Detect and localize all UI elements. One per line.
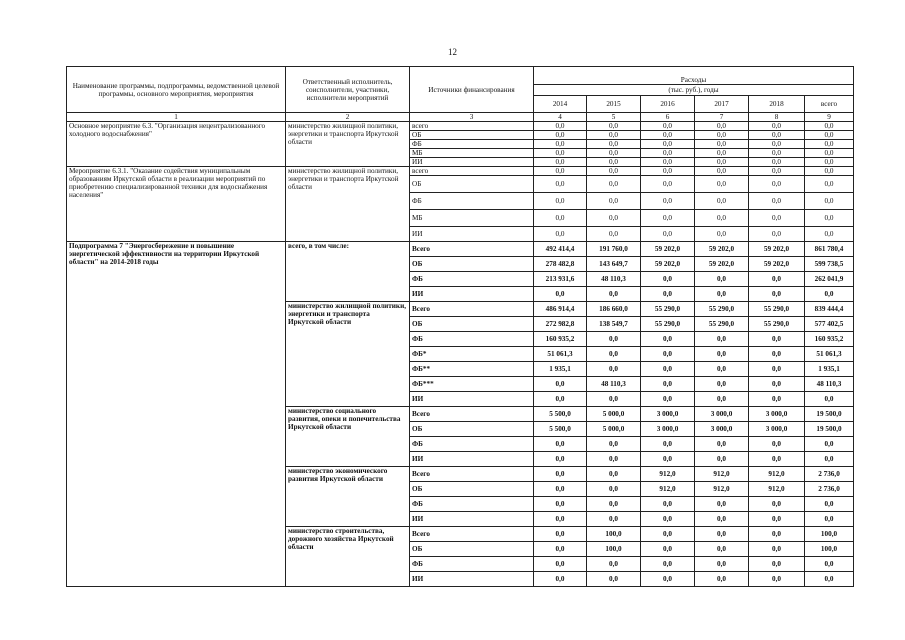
year-value-cell: 0,0 bbox=[749, 193, 805, 210]
year-value-cell: 0,0 bbox=[534, 482, 587, 497]
year-value-cell: 0,0 bbox=[587, 347, 641, 362]
funding-source-cell: Всего bbox=[410, 467, 534, 482]
year-value-cell: 0,0 bbox=[641, 287, 695, 302]
year-value-cell: 0,0 bbox=[534, 193, 587, 210]
year-value-cell: 3 000,0 bbox=[641, 407, 695, 422]
year-value-cell: 0,0 bbox=[695, 497, 749, 512]
year-value-cell: 0,0 bbox=[749, 287, 805, 302]
funding-source-cell: ФБ bbox=[410, 193, 534, 210]
year-value-cell: 160 935,2 bbox=[534, 332, 587, 347]
year-value-cell: 186 660,0 bbox=[587, 302, 641, 317]
year-value-cell: 59 202,0 bbox=[749, 242, 805, 257]
funding-source-cell: ФБ*** bbox=[410, 377, 534, 392]
page-number: 12 bbox=[448, 47, 457, 57]
year-value-cell: 0,0 bbox=[749, 149, 805, 158]
year-value-cell: 272 982,8 bbox=[534, 317, 587, 332]
year-value-cell: 0,0 bbox=[587, 122, 641, 131]
column-number: 4 bbox=[534, 113, 587, 122]
table-row bbox=[67, 122, 854, 131]
funding-source-cell: ОБ bbox=[410, 422, 534, 437]
year-value-cell: 492 414,4 bbox=[534, 242, 587, 257]
total-value-cell: 0,0 bbox=[805, 140, 854, 149]
year-value-cell: 143 649,7 bbox=[587, 257, 641, 272]
year-value-cell: 0,0 bbox=[749, 332, 805, 347]
year-value-cell: 0,0 bbox=[587, 392, 641, 407]
header-year-total: всего bbox=[805, 96, 854, 113]
year-value-cell: 0,0 bbox=[587, 287, 641, 302]
total-value-cell: 0,0 bbox=[805, 452, 854, 467]
year-value-cell: 0,0 bbox=[587, 227, 641, 242]
total-value-cell: 48 110,3 bbox=[805, 377, 854, 392]
year-value-cell: 0,0 bbox=[695, 542, 749, 557]
year-value-cell: 5 000,0 bbox=[587, 407, 641, 422]
total-value-cell: 1 935,1 bbox=[805, 362, 854, 377]
executor-cell: министерство строительства, дорожного хозяйства Иркутской области bbox=[286, 527, 410, 587]
total-value-cell: 0,0 bbox=[805, 167, 854, 176]
year-value-cell: 0,0 bbox=[749, 512, 805, 527]
year-value-cell: 0,0 bbox=[641, 158, 695, 167]
year-value-cell: 0,0 bbox=[641, 149, 695, 158]
year-value-cell: 0,0 bbox=[587, 158, 641, 167]
header-year: 2014 bbox=[534, 96, 587, 113]
total-value-cell: 19 500,0 bbox=[805, 422, 854, 437]
total-value-cell: 0,0 bbox=[805, 497, 854, 512]
column-number: 9 bbox=[805, 113, 854, 122]
total-value-cell: 262 041,9 bbox=[805, 272, 854, 287]
year-value-cell: 3 000,0 bbox=[641, 422, 695, 437]
total-value-cell: 2 736,0 bbox=[805, 482, 854, 497]
column-number: 8 bbox=[749, 113, 805, 122]
year-value-cell: 0,0 bbox=[641, 527, 695, 542]
total-value-cell: 0,0 bbox=[805, 193, 854, 210]
total-value-cell: 861 780,4 bbox=[805, 242, 854, 257]
total-value-cell: 0,0 bbox=[805, 287, 854, 302]
year-value-cell: 0,0 bbox=[695, 210, 749, 227]
year-value-cell: 0,0 bbox=[695, 512, 749, 527]
funding-source-cell: Всего bbox=[410, 527, 534, 542]
year-value-cell: 0,0 bbox=[749, 131, 805, 140]
funding-source-cell: ФБ* bbox=[410, 347, 534, 362]
year-value-cell: 0,0 bbox=[695, 437, 749, 452]
year-value-cell: 0,0 bbox=[695, 452, 749, 467]
year-value-cell: 0,0 bbox=[534, 377, 587, 392]
year-value-cell: 0,0 bbox=[534, 392, 587, 407]
funding-source-cell: ФБ bbox=[410, 332, 534, 347]
total-value-cell: 0,0 bbox=[805, 437, 854, 452]
year-value-cell: 0,0 bbox=[587, 176, 641, 193]
year-value-cell: 0,0 bbox=[749, 437, 805, 452]
header-year: 2016 bbox=[641, 96, 695, 113]
year-value-cell: 55 290,0 bbox=[749, 317, 805, 332]
year-value-cell: 0,0 bbox=[695, 392, 749, 407]
program-name-cell: Мероприятие 6.3.1. "Оказание содействия муниципальным образованиям Иркутской области в реализации мероприятий по приобретению специализированной техники для водоснабжения населения" bbox=[67, 167, 286, 242]
year-value-cell: 0,0 bbox=[749, 377, 805, 392]
year-value-cell: 0,0 bbox=[587, 572, 641, 587]
year-value-cell: 0,0 bbox=[641, 557, 695, 572]
year-value-cell: 0,0 bbox=[749, 362, 805, 377]
funding-source-cell: ОБ bbox=[410, 131, 534, 140]
year-value-cell: 0,0 bbox=[641, 542, 695, 557]
total-value-cell: 51 061,3 bbox=[805, 347, 854, 362]
total-value-cell: 0,0 bbox=[805, 176, 854, 193]
funding-source-cell: всего bbox=[410, 122, 534, 131]
funding-source-cell: ИИ bbox=[410, 512, 534, 527]
column-number: 6 bbox=[641, 113, 695, 122]
year-value-cell: 3 000,0 bbox=[749, 422, 805, 437]
funding-source-cell: ФБ bbox=[410, 437, 534, 452]
year-value-cell: 5 500,0 bbox=[534, 422, 587, 437]
funding-source-cell: МБ bbox=[410, 210, 534, 227]
year-value-cell: 3 000,0 bbox=[695, 422, 749, 437]
total-value-cell: 0,0 bbox=[805, 572, 854, 587]
year-value-cell: 0,0 bbox=[749, 158, 805, 167]
header-year: 2017 bbox=[695, 96, 749, 113]
table-row bbox=[67, 167, 854, 176]
year-value-cell: 0,0 bbox=[641, 512, 695, 527]
year-value-cell: 0,0 bbox=[641, 140, 695, 149]
year-value-cell: 0,0 bbox=[534, 542, 587, 557]
header-funding-source: Источники финансирования bbox=[410, 67, 534, 113]
year-value-cell: 0,0 bbox=[695, 122, 749, 131]
year-value-cell: 0,0 bbox=[534, 227, 587, 242]
year-value-cell: 0,0 bbox=[695, 176, 749, 193]
year-value-cell: 0,0 bbox=[534, 210, 587, 227]
year-value-cell: 0,0 bbox=[695, 193, 749, 210]
funding-source-cell: ФБ bbox=[410, 497, 534, 512]
year-value-cell: 0,0 bbox=[534, 149, 587, 158]
year-value-cell: 0,0 bbox=[749, 542, 805, 557]
year-value-cell: 48 110,3 bbox=[587, 377, 641, 392]
year-value-cell: 0,0 bbox=[534, 512, 587, 527]
year-value-cell: 0,0 bbox=[641, 392, 695, 407]
funding-source-cell: ФБ** bbox=[410, 362, 534, 377]
column-number: 7 bbox=[695, 113, 749, 122]
year-value-cell: 100,0 bbox=[587, 527, 641, 542]
year-value-cell: 0,0 bbox=[695, 227, 749, 242]
year-value-cell: 55 290,0 bbox=[641, 302, 695, 317]
year-value-cell: 0,0 bbox=[534, 131, 587, 140]
year-value-cell: 59 202,0 bbox=[695, 257, 749, 272]
year-value-cell: 912,0 bbox=[749, 467, 805, 482]
total-value-cell: 0,0 bbox=[805, 131, 854, 140]
funding-source-cell: ОБ bbox=[410, 542, 534, 557]
year-value-cell: 0,0 bbox=[641, 497, 695, 512]
year-value-cell: 0,0 bbox=[695, 287, 749, 302]
year-value-cell: 0,0 bbox=[587, 362, 641, 377]
executor-cell: министерство экономического развития Иркутской области bbox=[286, 467, 410, 527]
total-value-cell: 0,0 bbox=[805, 149, 854, 158]
year-value-cell: 3 000,0 bbox=[695, 407, 749, 422]
year-value-cell: 0,0 bbox=[749, 452, 805, 467]
column-number: 5 bbox=[587, 113, 641, 122]
year-value-cell: 0,0 bbox=[641, 193, 695, 210]
total-value-cell: 577 402,5 bbox=[805, 317, 854, 332]
year-value-cell: 0,0 bbox=[534, 572, 587, 587]
year-value-cell: 0,0 bbox=[749, 167, 805, 176]
funding-source-cell: ОБ bbox=[410, 317, 534, 332]
year-value-cell: 5 000,0 bbox=[587, 422, 641, 437]
funding-source-cell: ФБ bbox=[410, 272, 534, 287]
year-value-cell: 912,0 bbox=[749, 482, 805, 497]
year-value-cell: 0,0 bbox=[749, 557, 805, 572]
funding-source-cell: ИИ bbox=[410, 158, 534, 167]
year-value-cell: 912,0 bbox=[695, 482, 749, 497]
year-value-cell: 0,0 bbox=[695, 527, 749, 542]
year-value-cell: 0,0 bbox=[534, 557, 587, 572]
column-number: 2 bbox=[286, 113, 410, 122]
year-value-cell: 0,0 bbox=[749, 176, 805, 193]
year-value-cell: 0,0 bbox=[695, 572, 749, 587]
year-value-cell: 0,0 bbox=[534, 122, 587, 131]
year-value-cell: 0,0 bbox=[587, 131, 641, 140]
executor-cell: министерство жилищной политики, энергетики и транспорта Иркутской области bbox=[286, 167, 410, 242]
total-value-cell: 19 500,0 bbox=[805, 407, 854, 422]
year-value-cell: 0,0 bbox=[534, 467, 587, 482]
year-value-cell: 0,0 bbox=[695, 272, 749, 287]
year-value-cell: 912,0 bbox=[641, 482, 695, 497]
header-program-name: Наименование программы, подпрограммы, ведомственной целевой программы, основного мероприятия, мероприятия bbox=[67, 67, 286, 113]
funding-source-cell: ОБ bbox=[410, 257, 534, 272]
year-value-cell: 0,0 bbox=[641, 122, 695, 131]
year-value-cell: 0,0 bbox=[587, 167, 641, 176]
year-value-cell: 0,0 bbox=[749, 227, 805, 242]
total-value-cell: 100,0 bbox=[805, 542, 854, 557]
year-value-cell: 0,0 bbox=[749, 527, 805, 542]
year-value-cell: 0,0 bbox=[641, 377, 695, 392]
column-number: 3 bbox=[410, 113, 534, 122]
year-value-cell: 0,0 bbox=[749, 392, 805, 407]
table-row bbox=[67, 242, 854, 257]
header-expenses: Расходы bbox=[534, 67, 854, 85]
funding-source-cell: ИИ bbox=[410, 392, 534, 407]
funding-source-cell: Всего bbox=[410, 407, 534, 422]
year-value-cell: 0,0 bbox=[695, 377, 749, 392]
funding-source-cell: ИИ bbox=[410, 227, 534, 242]
year-value-cell: 0,0 bbox=[587, 193, 641, 210]
year-value-cell: 0,0 bbox=[534, 140, 587, 149]
year-value-cell: 0,0 bbox=[695, 131, 749, 140]
year-value-cell: 0,0 bbox=[695, 347, 749, 362]
year-value-cell: 0,0 bbox=[641, 362, 695, 377]
year-value-cell: 0,0 bbox=[749, 347, 805, 362]
year-value-cell: 48 110,3 bbox=[587, 272, 641, 287]
year-value-cell: 0,0 bbox=[587, 149, 641, 158]
program-name-cell: Подпрограмма 7 "Энергосбережение и повышение энергетической эффективности на территории Иркутской области" на 2014-2018 годы bbox=[67, 242, 286, 587]
year-value-cell: 0,0 bbox=[534, 287, 587, 302]
total-value-cell: 0,0 bbox=[805, 512, 854, 527]
year-value-cell: 0,0 bbox=[587, 482, 641, 497]
funding-source-cell: ФБ bbox=[410, 557, 534, 572]
year-value-cell: 0,0 bbox=[641, 272, 695, 287]
funding-source-cell: ОБ bbox=[410, 176, 534, 193]
year-value-cell: 486 914,4 bbox=[534, 302, 587, 317]
year-value-cell: 0,0 bbox=[695, 362, 749, 377]
funding-source-cell: ИИ bbox=[410, 287, 534, 302]
year-value-cell: 0,0 bbox=[587, 140, 641, 149]
year-value-cell: 0,0 bbox=[587, 210, 641, 227]
year-value-cell: 55 290,0 bbox=[695, 302, 749, 317]
year-value-cell: 3 000,0 bbox=[749, 407, 805, 422]
funding-source-cell: ФБ bbox=[410, 140, 534, 149]
year-value-cell: 55 290,0 bbox=[695, 317, 749, 332]
year-value-cell: 0,0 bbox=[534, 497, 587, 512]
year-value-cell: 0,0 bbox=[534, 167, 587, 176]
header-year: 2015 bbox=[587, 96, 641, 113]
total-value-cell: 100,0 bbox=[805, 527, 854, 542]
total-value-cell: 0,0 bbox=[805, 210, 854, 227]
year-value-cell: 59 202,0 bbox=[695, 242, 749, 257]
year-value-cell: 0,0 bbox=[695, 158, 749, 167]
header-executor: Ответственный исполнитель, соисполнители, участники, исполнители мероприятий bbox=[286, 67, 410, 113]
year-value-cell: 0,0 bbox=[749, 140, 805, 149]
year-value-cell: 0,0 bbox=[641, 332, 695, 347]
total-value-cell: 0,0 bbox=[805, 557, 854, 572]
header-units: (тыс. руб.), годы bbox=[534, 85, 854, 96]
year-value-cell: 55 290,0 bbox=[749, 302, 805, 317]
year-value-cell: 0,0 bbox=[587, 332, 641, 347]
year-value-cell: 0,0 bbox=[749, 497, 805, 512]
total-value-cell: 2 736,0 bbox=[805, 467, 854, 482]
year-value-cell: 0,0 bbox=[641, 452, 695, 467]
year-value-cell: 0,0 bbox=[641, 572, 695, 587]
funding-source-cell: ИИ bbox=[410, 572, 534, 587]
year-value-cell: 0,0 bbox=[534, 437, 587, 452]
year-value-cell: 0,0 bbox=[749, 272, 805, 287]
total-value-cell: 0,0 bbox=[805, 227, 854, 242]
year-value-cell: 912,0 bbox=[695, 467, 749, 482]
year-value-cell: 0,0 bbox=[534, 452, 587, 467]
year-value-cell: 1 935,1 bbox=[534, 362, 587, 377]
year-value-cell: 5 500,0 bbox=[534, 407, 587, 422]
year-value-cell: 0,0 bbox=[587, 452, 641, 467]
year-value-cell: 0,0 bbox=[695, 557, 749, 572]
header-year: 2018 bbox=[749, 96, 805, 113]
total-value-cell: 0,0 bbox=[805, 158, 854, 167]
year-value-cell: 0,0 bbox=[749, 122, 805, 131]
year-value-cell: 0,0 bbox=[641, 437, 695, 452]
year-value-cell: 213 931,6 bbox=[534, 272, 587, 287]
funding-source-cell: МБ bbox=[410, 149, 534, 158]
year-value-cell: 0,0 bbox=[641, 167, 695, 176]
year-value-cell: 912,0 bbox=[641, 467, 695, 482]
year-value-cell: 51 061,3 bbox=[534, 347, 587, 362]
funding-source-cell: ОБ bbox=[410, 482, 534, 497]
year-value-cell: 191 760,0 bbox=[587, 242, 641, 257]
year-value-cell: 0,0 bbox=[534, 527, 587, 542]
executor-cell: министерство жилищной политики, энергетики и транспорта Иркутской области bbox=[286, 122, 410, 167]
year-value-cell: 59 202,0 bbox=[641, 257, 695, 272]
year-value-cell: 0,0 bbox=[534, 158, 587, 167]
year-value-cell: 0,0 bbox=[587, 557, 641, 572]
year-value-cell: 59 202,0 bbox=[749, 257, 805, 272]
year-value-cell: 138 549,7 bbox=[587, 317, 641, 332]
year-value-cell: 0,0 bbox=[641, 176, 695, 193]
total-value-cell: 0,0 bbox=[805, 122, 854, 131]
year-value-cell: 0,0 bbox=[749, 210, 805, 227]
funding-source-cell: Всего bbox=[410, 302, 534, 317]
year-value-cell: 59 202,0 bbox=[641, 242, 695, 257]
total-value-cell: 839 444,4 bbox=[805, 302, 854, 317]
year-value-cell: 0,0 bbox=[534, 176, 587, 193]
funding-source-cell: Всего bbox=[410, 242, 534, 257]
year-value-cell: 278 482,8 bbox=[534, 257, 587, 272]
year-value-cell: 0,0 bbox=[587, 467, 641, 482]
year-value-cell: 55 290,0 bbox=[641, 317, 695, 332]
total-value-cell: 599 738,5 bbox=[805, 257, 854, 272]
year-value-cell: 0,0 bbox=[641, 131, 695, 140]
program-name-cell: Основное мероприятие 6.3. "Организация нецентрализованного холодного водоснабжения" bbox=[67, 122, 286, 167]
executor-cell: всего, в том числе: bbox=[286, 242, 410, 302]
year-value-cell: 0,0 bbox=[749, 572, 805, 587]
year-value-cell: 0,0 bbox=[641, 347, 695, 362]
column-number: 1 bbox=[67, 113, 286, 122]
year-value-cell: 0,0 bbox=[587, 512, 641, 527]
year-value-cell: 0,0 bbox=[695, 149, 749, 158]
year-value-cell: 0,0 bbox=[695, 140, 749, 149]
funding-source-cell: ИИ bbox=[410, 452, 534, 467]
executor-cell: министерство жилищной политики, энергетики и транспорта Иркутской области bbox=[286, 302, 410, 407]
year-value-cell: 0,0 bbox=[587, 437, 641, 452]
year-value-cell: 0,0 bbox=[695, 167, 749, 176]
year-value-cell: 0,0 bbox=[695, 332, 749, 347]
total-value-cell: 0,0 bbox=[805, 392, 854, 407]
executor-cell: министерство социального развития, опеки и попечительства Иркутской области bbox=[286, 407, 410, 467]
funding-source-cell: всего bbox=[410, 167, 534, 176]
budget-table bbox=[66, 66, 854, 587]
year-value-cell: 0,0 bbox=[587, 497, 641, 512]
total-value-cell: 160 935,2 bbox=[805, 332, 854, 347]
year-value-cell: 100,0 bbox=[587, 542, 641, 557]
year-value-cell: 0,0 bbox=[641, 227, 695, 242]
year-value-cell: 0,0 bbox=[641, 210, 695, 227]
